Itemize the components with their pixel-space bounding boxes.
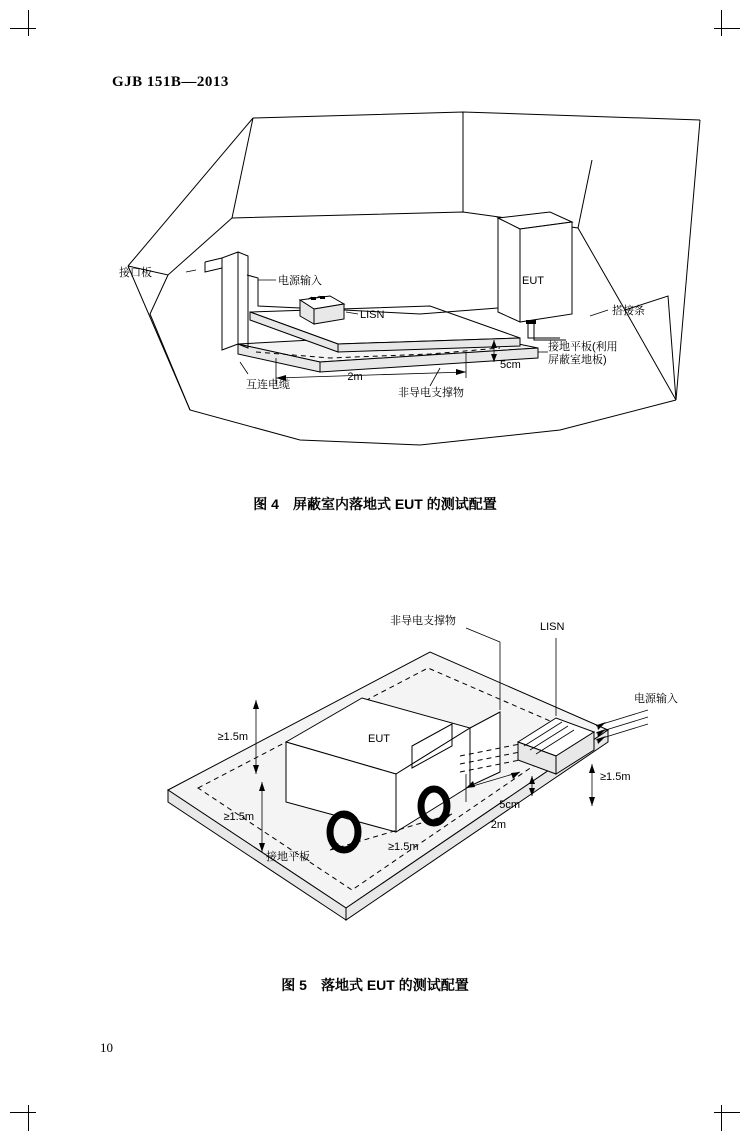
label-ground-plane-fig5: 接地平板 [266, 851, 310, 863]
label-eut-fig5: EUT [368, 733, 390, 745]
label-eut: EUT [522, 275, 544, 287]
label-dist-right: ≥1.5m [600, 771, 631, 783]
label-distance-2m: 2m [347, 371, 363, 383]
dimension-right [589, 764, 595, 806]
interface-panel-bracket [205, 252, 248, 350]
bonding-strap [526, 320, 566, 340]
label-power-input: 电源输入 [278, 275, 322, 287]
label-dist-left-bottom: ≥1.5m [223, 811, 254, 823]
page-number: 10 [100, 1040, 113, 1055]
crop-mark-top-left-h [10, 28, 36, 29]
crop-mark-top-right-h [714, 28, 740, 29]
lisn-box [300, 296, 344, 324]
figure-5-caption: 图 5 落地式 EUT 的测试配置 [281, 977, 469, 993]
label-dist-front: ≥1.5m [388, 841, 419, 853]
crop-mark-bottom-right-v [721, 1105, 722, 1131]
label-ground-plane: 接地平板(利用 [548, 341, 618, 353]
label-nonconductive-support-fig5: 非导电支撑物 [390, 615, 456, 627]
label-distance-5cm: 5cm [500, 359, 521, 371]
figure-5-illustration [0, 560, 750, 960]
eut-box [498, 212, 572, 322]
label-interconnect-cable: 互连电缆 [246, 379, 290, 391]
label-dist-left-top: ≥1.5m [217, 731, 248, 743]
crop-mark-bottom-left-v [28, 1105, 29, 1131]
label-nonconductive-support: 非导电支撑物 [398, 387, 464, 399]
label-distance-5cm-fig5: 5cm [499, 799, 520, 811]
crop-mark-top-left-v [28, 10, 29, 36]
label-bonding-strap: 搭接条 [612, 305, 645, 317]
label-ground-plane-line2: 屏蔽室地板) [548, 354, 607, 366]
label-lisn: LISN [360, 309, 385, 321]
label-lisn-fig5: LISN [540, 621, 565, 633]
figure-4-caption: 图 4 屏蔽室内落地式 EUT 的测试配置 [253, 496, 497, 512]
crop-mark-top-right-v [721, 10, 722, 36]
document-header-code: GJB 151B—2013 [112, 74, 229, 90]
crop-mark-bottom-left-h [10, 1112, 36, 1113]
label-power-input-fig5: 电源输入 [634, 693, 678, 705]
label-interface-panel: 接口板 [119, 267, 152, 279]
crop-mark-bottom-right-h [714, 1112, 740, 1113]
figure-4-illustration [0, 100, 750, 480]
label-distance-2m-fig5: 2m [490, 819, 506, 831]
